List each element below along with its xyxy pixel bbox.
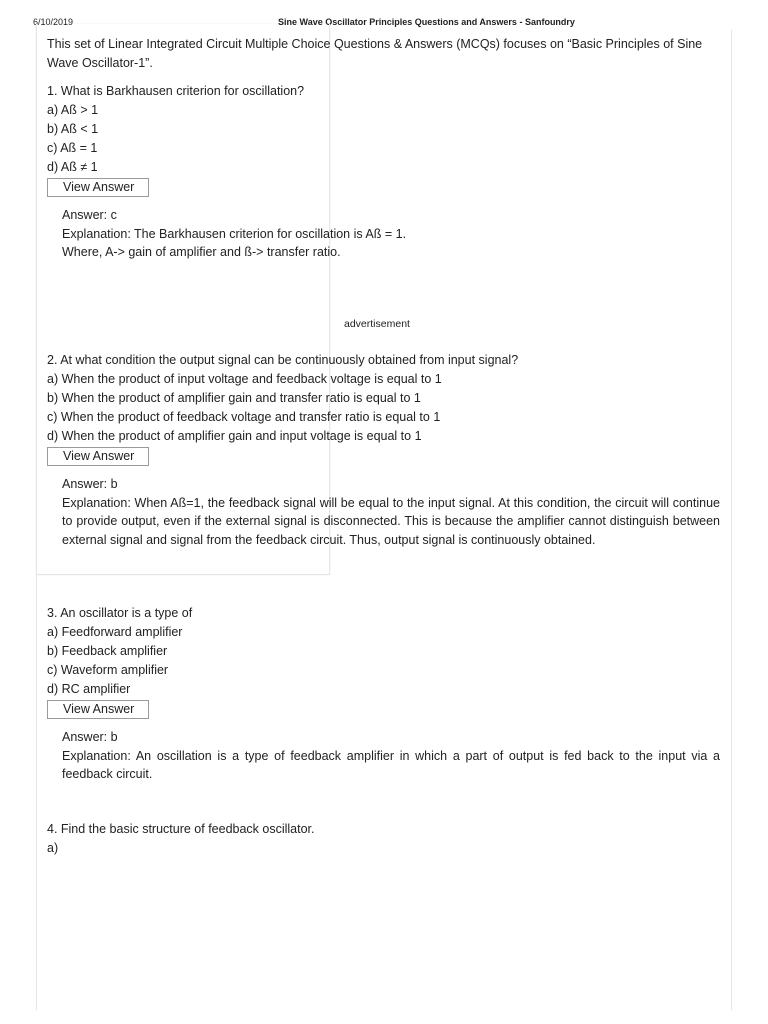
option-a: a) Feedforward amplifier bbox=[47, 625, 183, 639]
option-d: d) Aß ≠ 1 bbox=[47, 160, 98, 174]
option-a: a) Aß > 1 bbox=[47, 103, 99, 117]
option-d: d) When the product of amplifier gain and input voltage is equal to 1 bbox=[47, 429, 422, 443]
answer-block bbox=[62, 728, 727, 784]
advertisement-label: advertisement bbox=[344, 318, 410, 330]
option-c: c) Aß = 1 bbox=[47, 141, 98, 155]
answer-text: Answer: c bbox=[62, 208, 117, 222]
explanation-text: Explanation: The Barkhausen criterion for oscillation is Aß = 1. bbox=[62, 226, 407, 241]
answer-text: Answer: b bbox=[62, 730, 118, 744]
explanation-text: Explanation: An oscillation is a type of feedback amplifier in which a part of output is fed back to the input via a feedback circuit. bbox=[62, 748, 720, 781]
question-text: 1. What is Barkhausen criterion for oscillation? bbox=[47, 84, 305, 98]
option-c: c) Waveform amplifier bbox=[47, 663, 169, 677]
question-text: 3. An oscillator is a type of bbox=[47, 606, 193, 620]
option-d: d) RC amplifier bbox=[47, 682, 131, 696]
question-text: 2. At what condition the output signal can be continuously obtained from input signal? bbox=[47, 353, 519, 367]
option-a: a) bbox=[47, 841, 59, 855]
page-border-right bbox=[731, 30, 732, 1010]
option-c: c) When the product of feedback voltage and transfer ratio is equal to 1 bbox=[47, 410, 441, 424]
answer-block bbox=[62, 475, 727, 549]
print-date: 6/10/2019 bbox=[33, 17, 74, 27]
question-block-2 bbox=[47, 351, 727, 549]
answer-block bbox=[62, 206, 727, 262]
explanation-text: Explanation: When Aß=1, the feedback signal will be equal to the input signal. At this condition, the circuit will continue to provide output, even if the external signal is disconnected. This is because the amplifier cannot distinguish between external signal and signal from the feedback circuit. Thus, output signal is continuously obtained. bbox=[62, 495, 720, 547]
answer-text: Answer: b bbox=[62, 477, 118, 491]
view-answer-button[interactable]: View Answer bbox=[47, 178, 149, 197]
question-block-3 bbox=[47, 604, 727, 784]
print-title: Sine Wave Oscillator Principles Questions and Answers - Sanfoundry bbox=[278, 17, 575, 27]
intro-text: This set of Linear Integrated Circuit Multiple Choice Questions & Answers (MCQs) focuses on “Basic Principles of Sine Wave Oscillator-1”. bbox=[47, 37, 703, 70]
explanation-text-2: Where, A-> gain of amplifier and ß-> transfer ratio. bbox=[62, 245, 341, 259]
option-b: b) Feedback amplifier bbox=[47, 644, 168, 658]
question-block-4 bbox=[47, 820, 727, 858]
question-block-1 bbox=[47, 82, 727, 262]
option-b: b) Aß < 1 bbox=[47, 122, 99, 136]
view-answer-button[interactable]: View Answer bbox=[47, 700, 149, 719]
option-b: b) When the product of amplifier gain and transfer ratio is equal to 1 bbox=[47, 391, 421, 405]
question-text: 4. Find the basic structure of feedback oscillator. bbox=[47, 822, 315, 836]
option-a: a) When the product of input voltage and feedback voltage is equal to 1 bbox=[47, 372, 442, 386]
view-answer-button[interactable]: View Answer bbox=[47, 447, 149, 466]
